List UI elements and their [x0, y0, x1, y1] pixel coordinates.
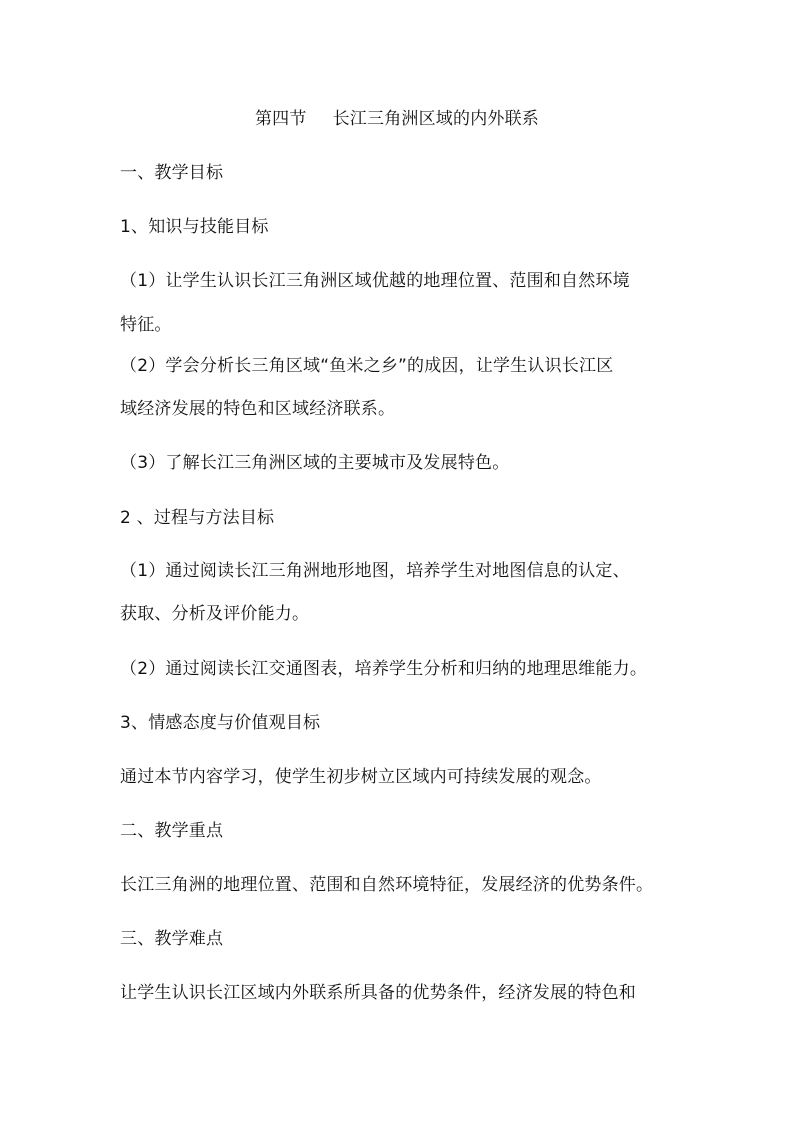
subheading-knowledge-skills: 1、知识与技能目标 [120, 217, 269, 237]
paragraph-line: （1）通过阅读长江三角洲地形地图，培养学生对地图信息的认定、 [120, 561, 630, 581]
paragraph-line: 长江三角洲的地理位置、范围和自然环境特征，发展经济的优势条件。 [120, 875, 654, 895]
paragraph-line: 特征。 [120, 315, 172, 335]
paragraph-line: 通过本节内容学习，使学生初步树立区域内可持续发展的观念。 [120, 767, 602, 787]
heading-teaching-focus: 二、教学重点 [120, 821, 224, 841]
paragraph-line: （3）了解长江三角洲区域的主要城市及发展特色。 [120, 453, 510, 473]
paragraph-line: 让学生认识长江区域内外联系所具备的优势条件，经济发展的特色和 [120, 983, 636, 1003]
heading-teaching-difficulty: 三、教学难点 [120, 929, 224, 949]
paragraph-line: 域经济发展的特色和区域经济联系。 [120, 399, 396, 419]
section-number: 第四节 [254, 109, 307, 129]
section-title: 长江三角洲区域的内外联系 [332, 109, 539, 129]
paragraph-line: （1）让学生认识长江三角洲区域优越的地理位置、范围和自然环境 [120, 271, 630, 291]
heading-teaching-objectives: 一、教学目标 [120, 163, 224, 183]
paragraph-line: 获取、分析及评价能力。 [120, 604, 310, 624]
paragraph-line: （2）通过阅读长江交通图表，培养学生分析和归纳的地理思维能力。 [120, 659, 648, 679]
subheading-emotion-values: 3、情感态度与价值观目标 [120, 713, 321, 733]
page-title [0, 108, 794, 130]
paragraph-line: （2）学会分析长三角区域“鱼米之乡”的成因，让学生认识长江区 [120, 356, 614, 376]
subheading-process-methods: 2 、过程与方法目标 [120, 508, 275, 528]
